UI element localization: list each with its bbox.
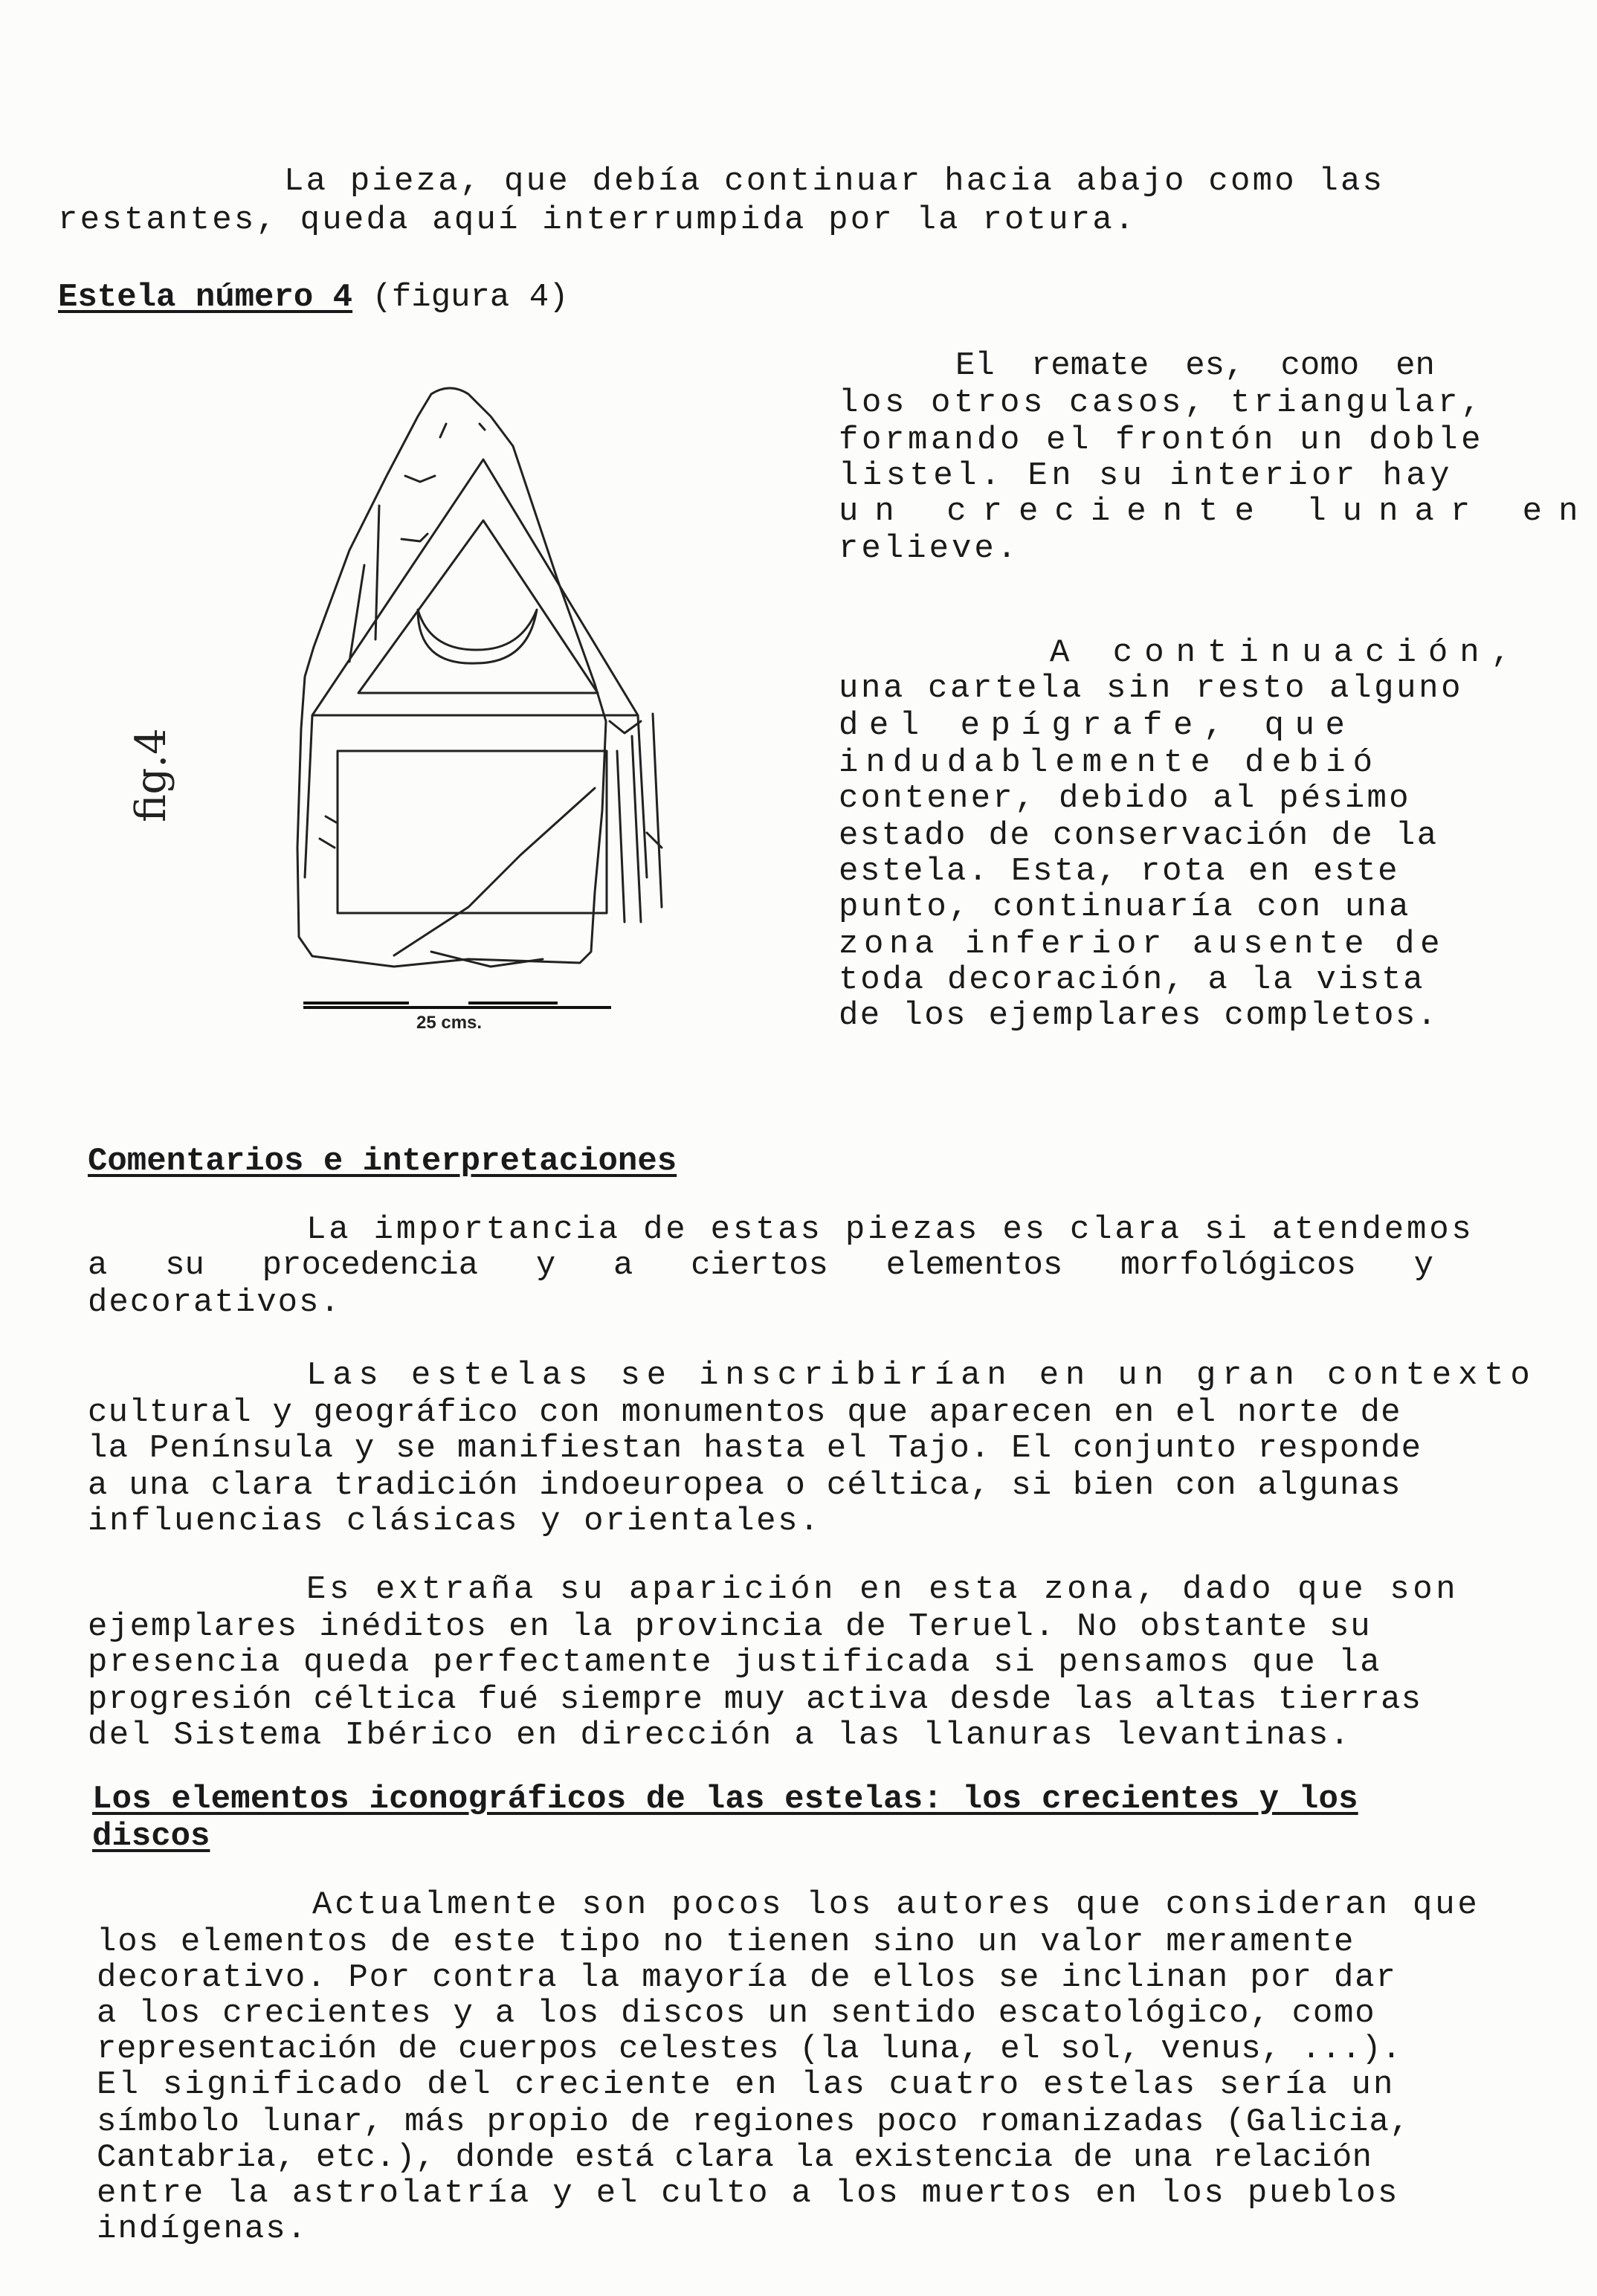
stela4-para2-line: indudablemente debió xyxy=(839,744,1381,781)
comments-p3-line: presencia queda perfectamente justificada si pensamos que la xyxy=(88,1644,1382,1681)
comments-heading-text: Comentarios e interpretaciones xyxy=(88,1143,677,1180)
stela4-para1-line: relieve. xyxy=(839,530,1020,567)
intro-line-1: La pieza, que debía continuar hacia abajo como las xyxy=(284,163,1385,200)
comments-heading xyxy=(88,1144,677,1179)
comments-p3-line: progresión céltica fué siempre muy activa desde las altas tierras xyxy=(88,1681,1422,1718)
stela4-para2-line: una cartela sin resto alguno xyxy=(839,670,1464,707)
comments-p2-line: cultural y geográfico con monumentos que aparecen en el norte de xyxy=(88,1394,1401,1431)
stela4-para2-line: estela. Esta, rota en este xyxy=(839,853,1400,890)
stela4-para2-line: punto, continuaría con una xyxy=(839,889,1411,926)
comments-p3-line: ejemplares inéditos en la provincia de Teruel. No obstante su xyxy=(88,1608,1372,1645)
iconography-heading-line2 xyxy=(92,1819,210,1854)
stela4-para2-line: toda decoración, a la vista xyxy=(839,961,1425,999)
stela4-para2-line: contener, debido al pésimo xyxy=(839,780,1411,817)
iconography-heading-text: Los elementos iconográficos de las estelas: los crecientes y los xyxy=(92,1781,1358,1818)
comments-p2-line: influencias clásicas y orientales. xyxy=(88,1503,822,1540)
iconography-p1-line: Actualmente son pocos los autores que consideran que xyxy=(312,1886,1480,1923)
stela4-para1-line: un creciente lunar en xyxy=(839,493,1595,530)
iconography-p1-line: decorativo. Por contra la mayoría de ellos se inclinan por dar xyxy=(97,1959,1397,1996)
stela4-heading-ref: (figura 4) xyxy=(372,279,569,316)
stela4-para1-line: los otros casos, triangular, xyxy=(839,384,1485,422)
iconography-p1-line: entre la astrolatría y el culto a los muertos en los pueblos xyxy=(97,2175,1400,2212)
iconography-p1-line: indígenas. xyxy=(97,2210,309,2248)
stela4-para2-line: del epígrafe, que xyxy=(839,707,1356,744)
stela4-para2-line: de los ejemplares completos. xyxy=(839,997,1439,1034)
comments-p2-line: a una clara tradición indoeuropea o céltica, si bien con algunas xyxy=(88,1467,1401,1504)
comments-p1-line: a su procedencia y a ciertos elementos morfológicos y xyxy=(88,1247,1433,1284)
comments-p3-line: Es extraña su aparición en esta zona, dado que son xyxy=(306,1571,1459,1608)
stela4-drawing xyxy=(245,372,691,1056)
scale-label: 25 cms. xyxy=(416,1013,483,1033)
comments-p2-line: Las estelas se inscribirían en un gran contexto xyxy=(306,1357,1537,1394)
comments-p3-line: del Sistema Ibérico en dirección a las llanuras levantinas. xyxy=(88,1717,1352,1754)
comments-p1-line: decorativos. xyxy=(88,1284,341,1321)
stela4-para1-line: El remate es, como en xyxy=(955,347,1435,384)
stela4-heading-row xyxy=(58,280,569,315)
iconography-heading-line1 xyxy=(92,1781,1358,1817)
stela4-para2-line: estado de conservación de la xyxy=(839,817,1439,854)
iconography-heading-text-2: discos xyxy=(92,1818,210,1855)
comments-p2-line: la Península y se manifiestan hasta el Tajo. El conjunto responde xyxy=(88,1430,1422,1467)
iconography-p1-line: representación de cuerpos celestes (la luna, el sol, venus, ...). xyxy=(97,2031,1402,2068)
intro-line-2: restantes, queda aquí interrumpida por la rotura. xyxy=(58,201,1137,239)
iconography-p1-line: El significado del creciente en las cuatro estelas sería un xyxy=(97,2066,1396,2103)
iconography-p1-line: Cantabria, etc.), donde está clara la existencia de una relación xyxy=(97,2139,1372,2176)
iconography-p1-line: los elementos de este tipo no tienen sino un valor meramente xyxy=(97,1923,1355,1961)
comments-p1-line: La importancia de estas piezas es clara si atendemos xyxy=(306,1211,1474,1248)
stela4-para1-line: formando el frontón un doble xyxy=(839,422,1485,459)
stela4-para2-line: zona inferior ausente de xyxy=(839,926,1446,963)
stela4-para1-line: listel. En su interior hay xyxy=(839,457,1454,494)
iconography-p1-line: a los crecientes y a los discos un sentido escatológico, como xyxy=(97,1995,1376,2032)
stela4-para2-line: A continuación, xyxy=(1050,634,1523,671)
iconography-p1-line: símbolo lunar, más propio de regiones poco romanizadas (Galicia, xyxy=(97,2103,1410,2141)
stela4-heading: Estela número 4 xyxy=(58,279,353,316)
figure-label: fig.4 xyxy=(126,728,175,822)
